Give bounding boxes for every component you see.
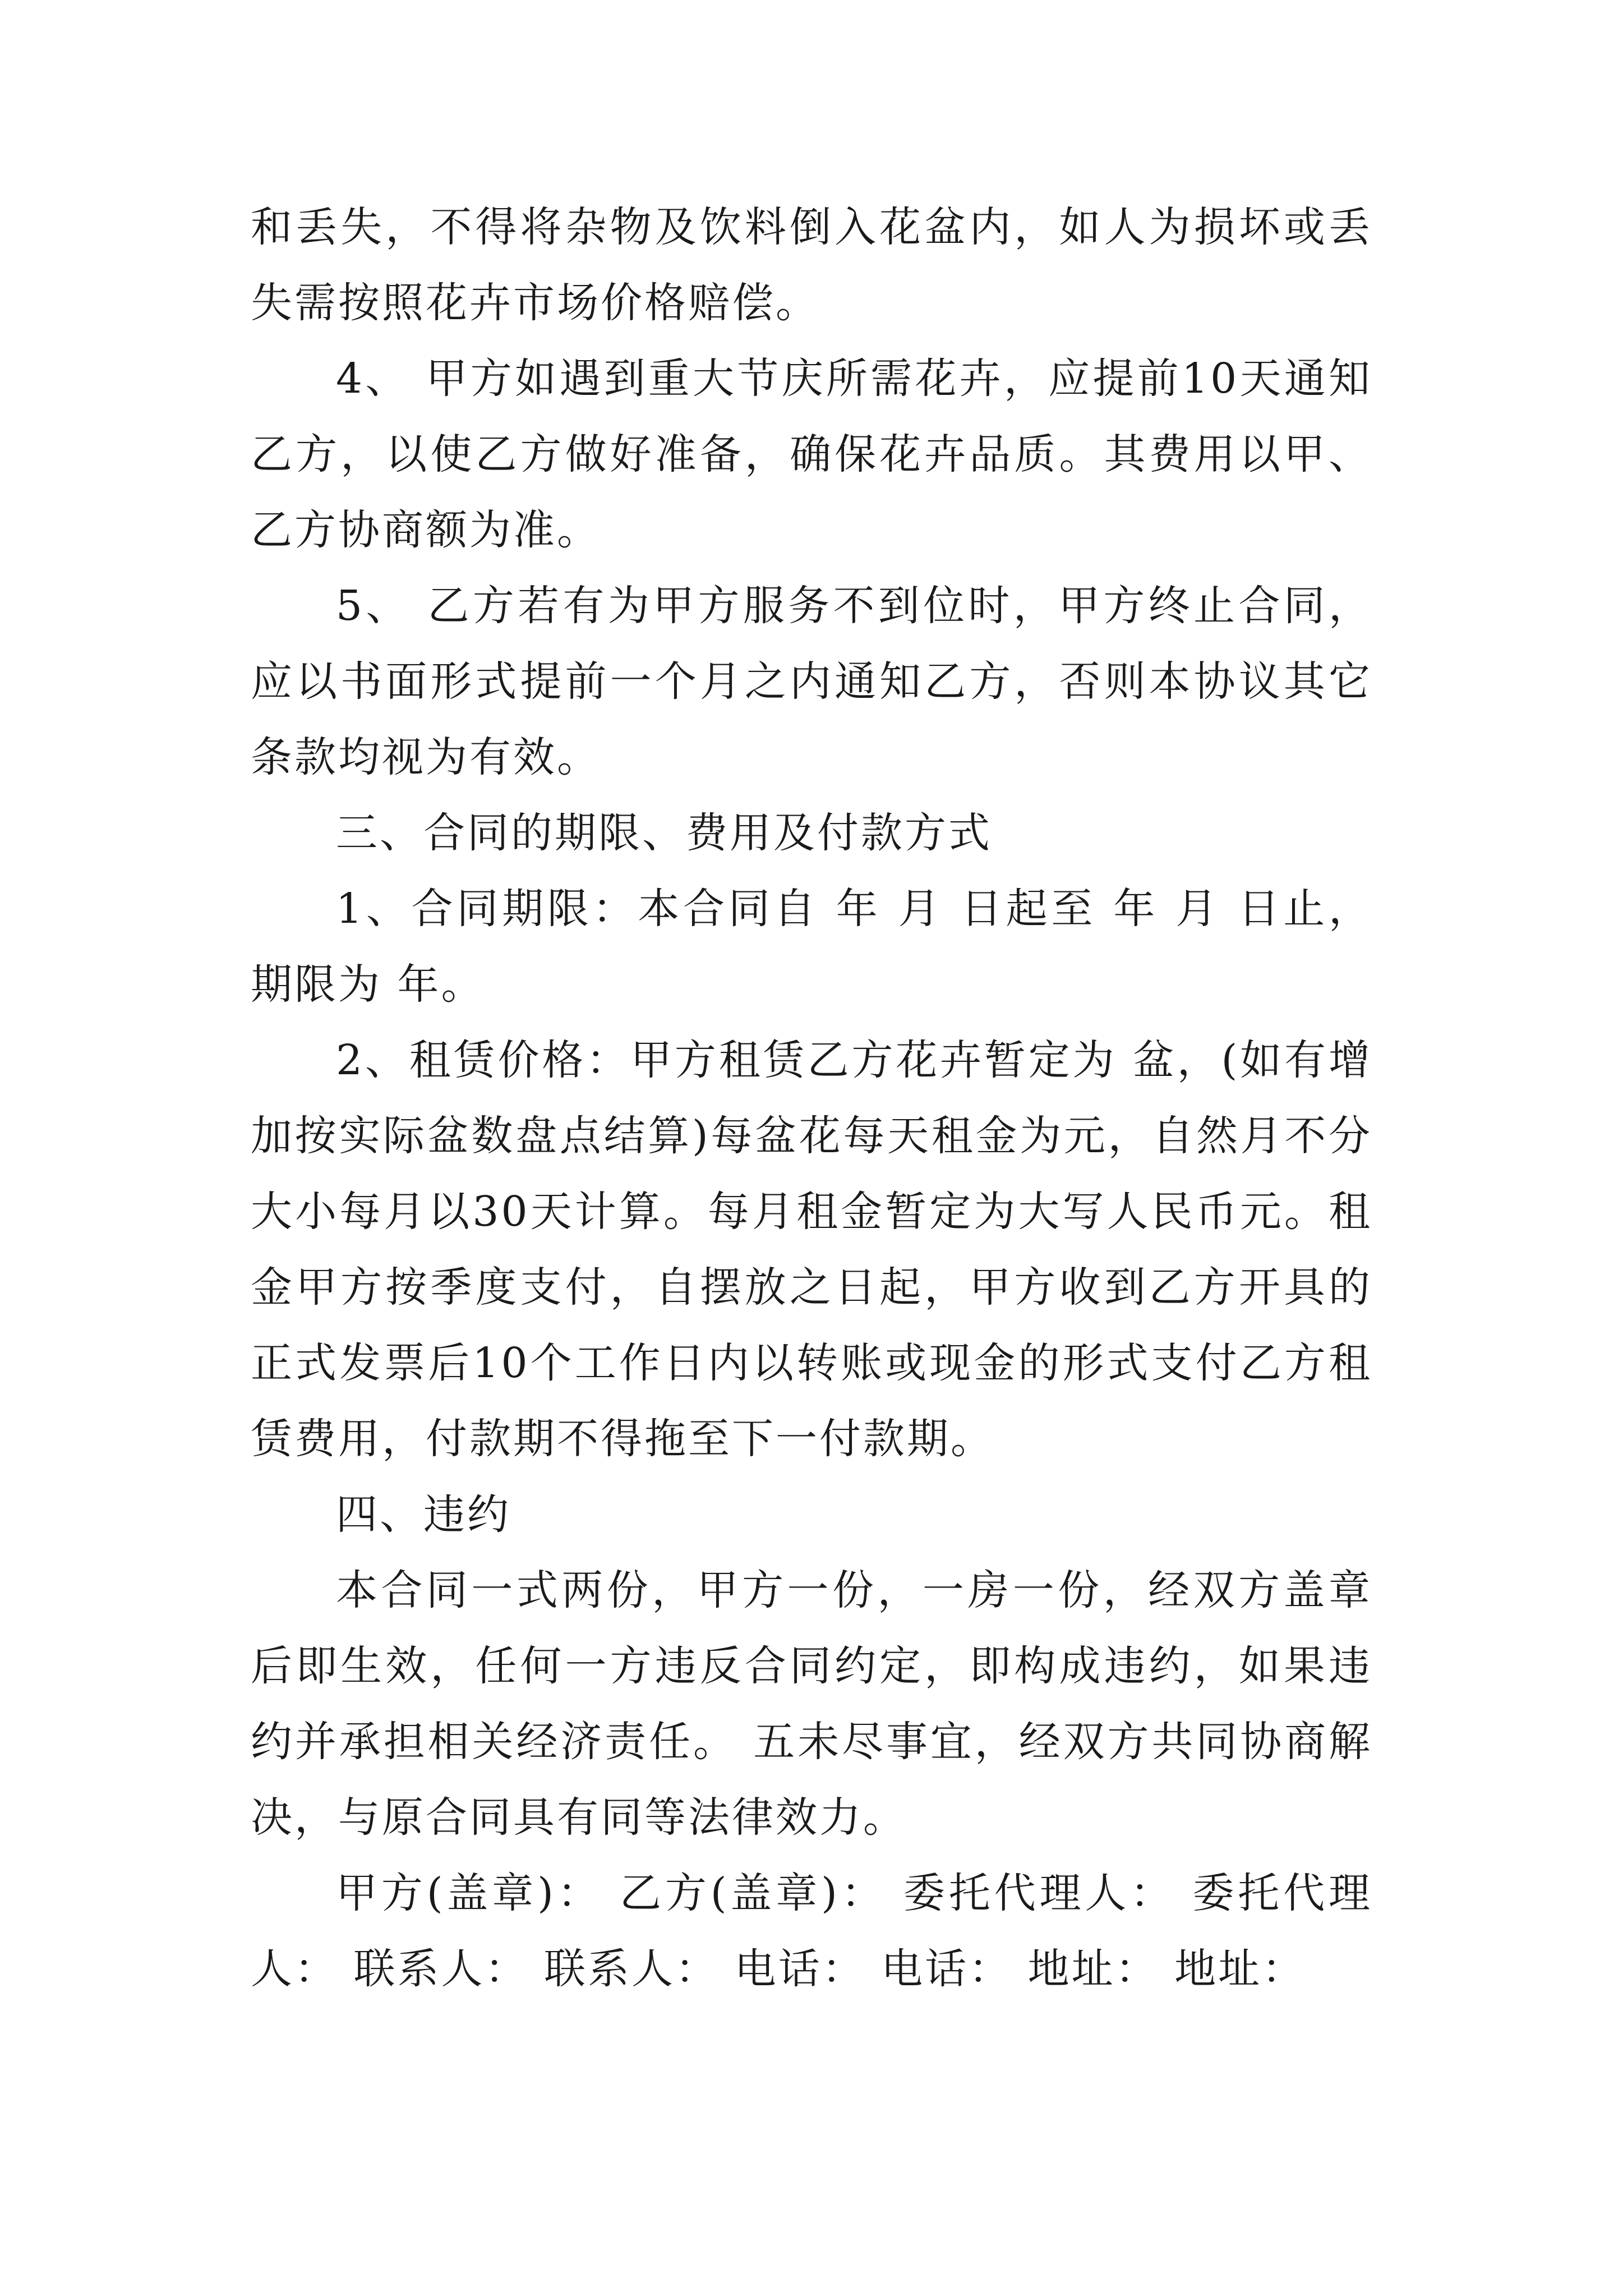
- paragraph-clause-4: 4、 甲方如遇到重大节庆所需花卉，应提前10天通知乙方，以使乙方做好准备，确保花卉品质。其费用以甲、乙方协商额为准。: [251, 355, 1372, 554]
- paragraph-breach-terms: 本合同一式两份，甲方一份，一房一份，经双方盖章后即生效，任何一方违反合同约定，即构成违约，如果违约并承担相关经济责任。 五未尽事宜，经双方共同协商解决，与原合同具有同等法律效力。: [251, 1566, 1372, 1842]
- section-heading-breach: 四、违约: [336, 1490, 511, 1539]
- paragraph-rental-price: 2、租赁价格：甲方租赁乙方花卉暂定为 盆，(如有增加按实际盆数盘点结算)每盆花每天租金为元，自然月不分大小每月以30天计算。每月租金暂定为大写人民币元。租金甲方按季度支付，自摆放之日起，甲方收到乙方开具的正式发票后10个工作日内以转账或现金的形式支付乙方租赁费用，付款期不得拖至下一付款期。: [251, 1036, 1372, 1463]
- paragraph-contract-term: 1、合同期限：本合同自 年 月 日起至 年 月 日止，期限为 年。: [251, 885, 1372, 1009]
- signature-block: 甲方(盖章)： 乙方(盖章)： 委托代理人： 委托代理人： 联系人： 联系人： 电话： 电话： 地址： 地址：: [251, 1869, 1372, 1993]
- section-heading-term-fees-payment: 三、合同的期限、费用及付款方式: [336, 809, 992, 857]
- paragraph-clause-5: 5、 乙方若有为甲方服务不到位时，甲方终止合同，应以书面形式提前一个月之内通知乙方，否则本协议其它条款均视为有效。: [251, 582, 1372, 781]
- document-body: [251, 190, 1372, 2007]
- paragraph-loss-compensation: 和丢失，不得将杂物及饮料倒入花盆内，如人为损坏或丢失需按照花卉市场价格赔偿。: [251, 203, 1372, 327]
